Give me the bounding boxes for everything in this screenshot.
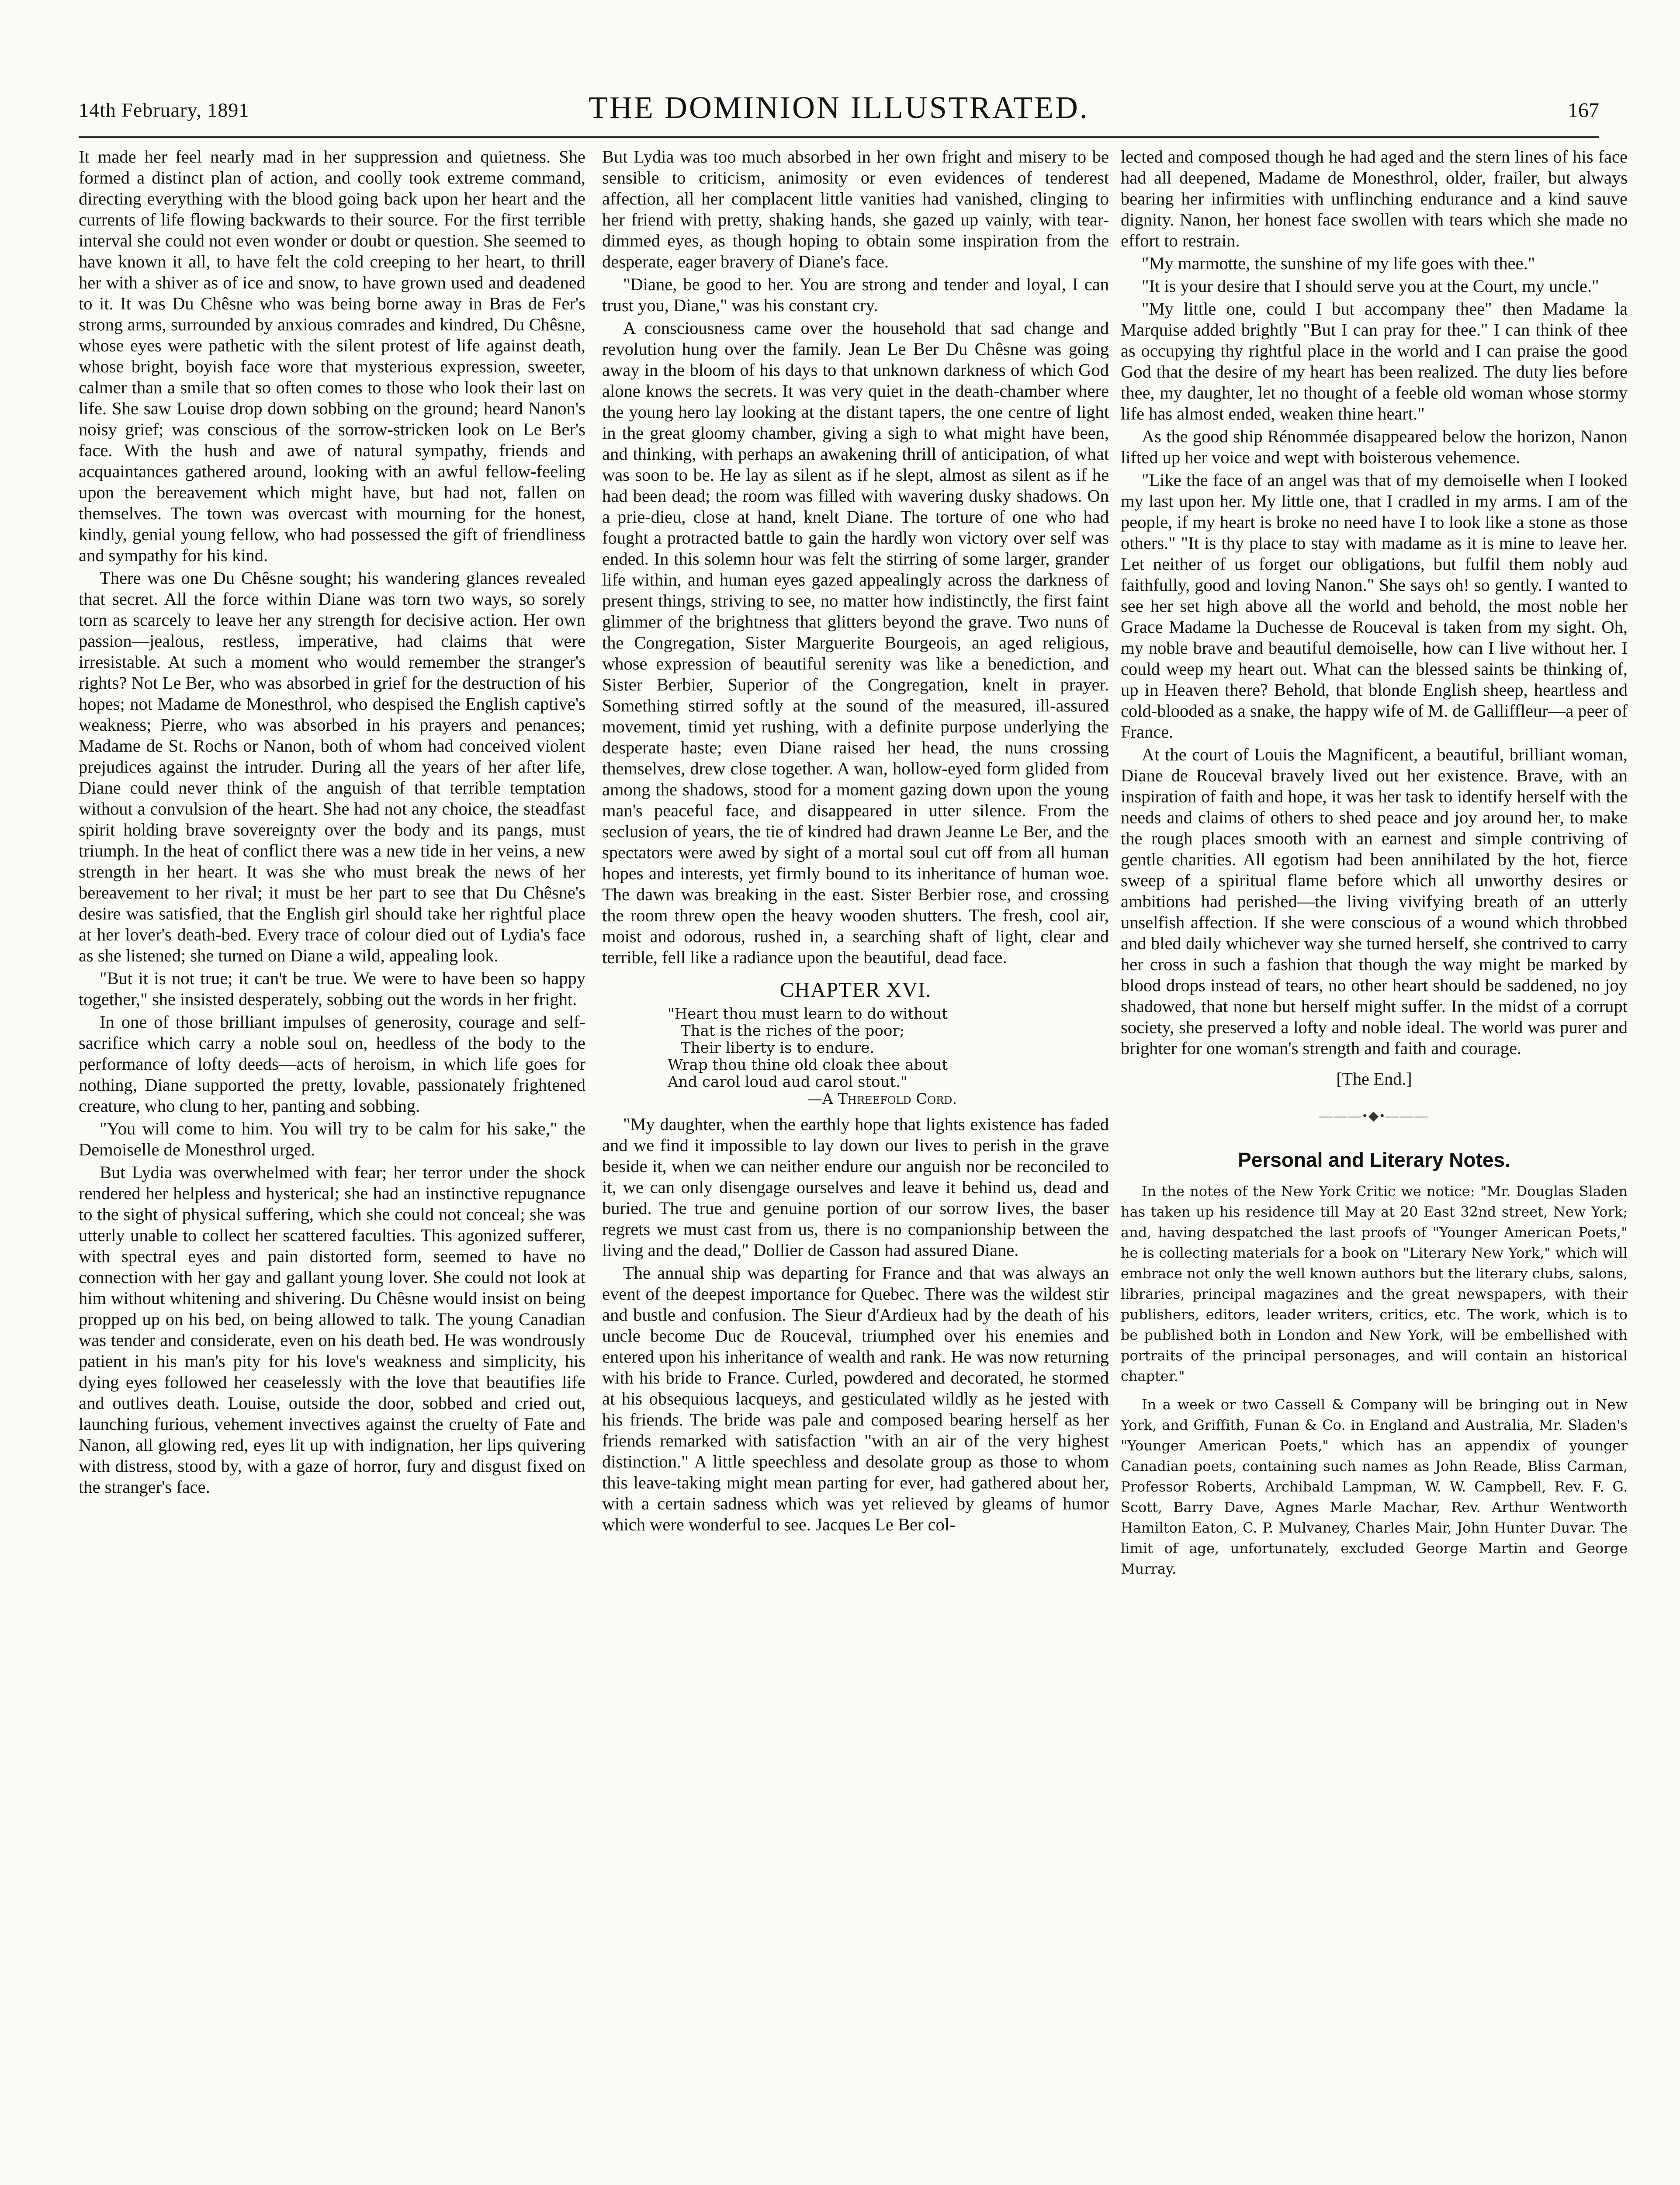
paragraph: At the court of Louis the Magnificent, a beautiful, brilliant woman, Diane de Rouceval bravely lived out her existence. Brave, with an inspiration of faith and hope, it was her task to identify herself with the needs and claims of others to shed peace and joy around her, to make the rough places smooth with an earnest and simple contriving of gentle charities. All egotism had been annihilated by the hot, fierce sweep of a spiritual flame before which all unworthy desires or ambitions had perished—the living vivifying breath of an utterly unselfish affection. If she were conscious of a wound which throbbed and bled daily whichever way she turned herself, she contrived to carry her cross in such a fashion that though the way might be marked by blood drops instead of tears, no other heart should be saddened, no joy shadowed, that none but herself might suffer. In the midst of a corrupt society, she preserved a lofty and noble ideal. The world was purer and brighter for one woman's strength and faith and courage.	[1121, 745, 1628, 1058]
epigraph	[668, 1006, 1109, 1108]
paragraph: lected and composed though he had aged and the stern lines of his face had all deepened, Madame de Monesthrol, older, frailer, but always bearing her infirmities with unflinching endurance and a kind sauve dignity. Nanon, her honest face swollen with tears which she made no effort to restrain.	[1121, 147, 1628, 250]
paragraph: But Lydia was overwhelmed with fear; her terror under the shock rendered her helpless and hysterical; she had an instinctive repugnance to the sight of physical suffering, which she could not conceal; she was utterly unable to collect her scattered faculties. This agonized sufferer, with spectral eyes and pain distorted form, seemed to have no connection with her gay and gallant young lover. She could not look at him without whitening and shivering. Du Chêsne would insist on being propped up on his bed, on being allowed to talk. The young Canadian was tender and considerate, even on his death bed. He was wondrously patient in his man's pity for his love's weakness and simplicity, his dying eyes followed her ceaselessly with the love that beautifies life and outlives death. Louise, outside the door, sobbed and cried out, launching furious, vehement invectives against the cruelty of Fate and Nanon, all glowing red, eyes lit up with indignation, her lips quivering with distress, stood by, with a gaze of horror, fury and disgust fixed on the stranger's face.	[79, 1162, 585, 1497]
column-left	[79, 146, 585, 2185]
masthead: THE DOMINION ILLUSTRATED.	[589, 90, 1089, 125]
epigraph-line: "Heart thou must learn to do without	[668, 1005, 948, 1023]
notes-heading: Personal and Literary Notes.	[1238, 1148, 1510, 1171]
paragraph: The annual ship was departing for France and that was always an event of the deepest importance for Quebec. There was the wildest stir and bustle and confusion. The Sieur d'Ardieux had by the death of his uncle become Duc de Rouceval, triumphed over his enemies and entered upon his inheritance of wealth and rank. He was now returning with his bride to France. Curled, powdered and decorated, he stormed at his obsequious lacqueys, and gesticulated wildly as he jested with his friends. The bride was pale and composed bearing herself as her friends remarked with satisfaction "with an air of the very highest distinction." A little speechless and desolate group as those to whom this leave-taking might mean parting for ever, had gathered about her, with a certain sadness which was yet relieved by gleams of humor which were wonderful to see. Jacques Le Ber col-	[602, 1263, 1109, 1534]
epigraph-line: And carol loud aud carol stout."	[668, 1073, 908, 1091]
paragraph: But Lydia was too much absorbed in her own fright and misery to be sensible to criticism, animosity or even evidences of tenderest affection, all her complacent little vanities had vanished, clinging to her friend with pretty, shaking hands, she gazed up vainly, with tear-dimmed eyes, as though hoping to obtain some inspiration from the desperate, eager bravery of Diane's face.	[602, 147, 1109, 271]
page-number: 167	[1568, 99, 1599, 122]
paragraph: "It is your desire that I should serve you at the Court, my uncle."	[1142, 276, 1599, 296]
paragraph: There was one Du Chêsne sought; his wandering glances revealed that secret. All the force within Diane was torn two ways, so sorely torn as scarcely to leave her any strength for decisive action. Her own passion—jealous, restless, imperative, had claims that were irresistable. At such a moment who would remember the stranger's rights? Not Le Ber, who was absorbed in grief for the destruction of his hopes; not Madame de Monesthrol, who despised the English captive's weakness; Pierre, who was absorbed in his prayers and penances; Madame de St. Rochs or Nanon, both of whom had conceived violent prejudices against the intruder. During all the years of her after life, Diane could never think of the anguish of that terrible temptation without a convulsion of the heart. She had not any choice, the steadfast spirit holding brave sovereignty over the body and its pangs, must triumph. In the heat of conflict there was a new tide in her veins, a new strength in her heart. It was she who must break the news of her bereavement to her rival; it must be her part to see that Du Chêsne's desire was satisfied, that the English girl should take her rightful place at her lover's death-bed. Every trace of colour died out of Lydia's face as she listened; she turned on Diane a wild, appealing look.	[79, 568, 585, 965]
issue-date: 14th February, 1891	[79, 99, 249, 121]
paragraph: "My little one, could I but accompany thee" then Madame la Marquise added brightly "But I can pray for thee." I can think of thee as occupying thy rightful place in the world and I can praise the good God that the desire of my heart has been realized. The duty lies before thee, my daughter, let no thought of a feeble old woman whose stormy life has almost ended, weaken thine heart."	[1121, 299, 1628, 423]
chapter-title: CHAPTER XVI.	[779, 978, 932, 1002]
paragraph: As the good ship Rénommée disappeared below the horizon, Nanon lifted up her voice and wept with boisterous vehemence.	[1121, 427, 1628, 467]
epigraph-line: That is the riches of the poor;	[681, 1022, 905, 1040]
paragraph: "My daughter, when the earthly hope that lights existence has faded and we find it impossible to lay down our lives to perish in the grave beside it, when we can neither endure our anguish nor be reconciled to it, we can only disengage ourselves and leave it behind us, dead and buried. The true and genuine portion of our sorrow lives, the baser regrets we must cast from us, there is no companionship between the living and the dead," Dollier de Casson had assured Diane.	[602, 1114, 1109, 1260]
paragraph: "Like the face of an angel was that of my demoiselle when I looked my last upon her. My little one, that I cradled in my arms. I am of the people, if my heart is broke no need have I to look like a stone as those others." "It is thy place to stay with madame as it is mine to leave her. Let neither of us forget our obligations, but fulfil them nobly aud faithfully, good and loving Nanon." She says oh! so gently. I wanted to see her set high above all the world and behold, the most noble her Grace Madame la Duchesse de Rouceval is taken from my sight. Oh, my noble brave and beautiful demoiselle, how can I live without her. I could weep my heart out. What can the blessed saints be thinking of, up in Heaven there? Behold, that blonde English sheep, heartless and cold-blooded as a snake, the happy wife of M. de Galliffleur—a peer of France.	[1121, 470, 1628, 742]
paragraph: A consciousness came over the household that sad change and revolution hung over the family. Jean Le Ber Du Chêsne was going away in the bloom of his days to that unknown darkness of which God alone knows the secrets. It was very quiet in the death-chamber where the young hero lay looking at the distant tapers, the one centre of light in the great gloomy chamber, giving a sigh to what might have been, and thinking, with perhaps an awakening thrill of anticipation, of what was soon to be. He lay as silent as if he slept, almost as silent as if he had been dead; the room was filled with wavering dusky shadows. On a prie-dieu, close at hand, knelt Diane. The torture of one who had fought a protracted battle to gain the hardly won victory over self was ended. In this solemn hour was felt the stirring of some larger, grander life within, and human eyes gazed appealingly across the darkness of present things, striving to see, no matter how indistinctly, the first faint glimmer of the brightness that glitters beyond the grave. Two nuns of the Congregation, Sister Marguerite Bourgeois, an aged religious, whose expression of beautiful serenity was like a benediction, and Sister Berbier, Superior of the Congregation, knelt in prayer. Something stirred softly at the sound of the measured, ill-assured movement, timid yet rushing, with a definite purpose underlying the desperate haste; even Diane raised her head, the nuns crossing themselves, drew close together. A wan, hollow-eyed form glided from among the shadows, stood for a moment gazing down upon the young man's peaceful face, and disappeared in utter silence. From the seclusion of years, the tie of kindred had drawn Jeanne Le Ber, and the spectators were awed by sight of a mortal soul cut off from all human hopes and interests, yet firmly bound to its inheritance of human woe. The dawn was breaking in the east. Sister Berbier rose, and crossing the room threw open the heavy wooden shutters. The fresh, cool air, moist and odorous, rushed in, a searching shaft of light, clear and terrible, fell like a radiance upon the beautiful, dead face.	[602, 318, 1109, 967]
header-rule	[79, 136, 1599, 138]
note-paragraph: In a week or two Cassell & Company will be bringing out in New York, and Griffith, Funan & Co. in England and Australia, Mr. Sladen's "Younger American Poets," which has an appendix of younger Canadian poets, containing such names as John Reade, Bliss Carman, Professor Roberts, Archibald Lampman, W. W. Campbell, Rev. F. G. Scott, Barry Dave, Agnes Marle Machar, Rev. Arthur Wentworth Hamilton Eaton, C. P. Mulvaney, Charles Mair, John Hunter Duvar. The limit of age, unfortunately, excluded George Martin and George Murray.	[1121, 1396, 1628, 1577]
paragraph: It made her feel nearly mad in her suppression and quietness. She formed a distinct plan of action, and coolly took extreme command, directing everything with the blood going back upon her heart and the currents of life flowing backwards to their source. For the first terrible interval she could not even wonder or doubt or question. She seemed to have known it all, to have felt the cold creeping to her heart, to thrill her with a shiver as of ice and snow, to have grown used and deadened to it. It was Du Chêsne who was being borne away in Bras de Fer's strong arms, surrounded by anxious comrades and kindred, Du Chêsne, whose eyes were pathetic with the silent protest of life against death, whose bright, boyish face wore that mysterious expression, sweeter, calmer than a smile that so often comes to those who look their last on life. She saw Louise drop down sobbing on the ground; heard Nanon's noisy grief; was conscious of the sorrow-stricken look on Le Ber's face. With the hush and awe of natural sympathy, friends and acquaintances gathered around, looking with an awful fellow-feeling upon the bereavement which might have, but had not, fallen on themselves. The town was overcast with mourning for the honest, kindly, genial young fellow, who had possessed the gift of friendliness and sympathy for his kind.	[79, 147, 585, 565]
column-right	[1121, 146, 1628, 2185]
page-header	[79, 90, 1599, 133]
paragraph: "But it is not true; it can't be true. We were to have been so happy together," she insisted desperately, sobbing out the words in her fright.	[79, 968, 585, 1009]
section-divider: ———•◆•———	[1319, 1109, 1429, 1123]
column-middle	[602, 146, 1109, 2185]
paragraph: In one of those brilliant impulses of generosity, courage and self-sacrifice which carry a noble soul on, heedless of the body to the performance of lofty deeds—acts of heroism, in which life goes for nothing, Diane supported the pretty, lovable, passionately frightened creature, who clung to her, panting and sobbing.	[79, 1012, 585, 1116]
paragraph: "Diane, be good to her. You are strong and tender and loyal, I can trust you, Diane," was his constant cry.	[602, 274, 1109, 315]
the-end-marker: [The End.]	[1336, 1069, 1412, 1089]
epigraph-line: Their liberty is to endure.	[681, 1039, 875, 1057]
epigraph-source: —A Threefold Cord.	[807, 1090, 957, 1108]
paragraph: "My marmotte, the sunshine of my life goes with thee."	[1142, 253, 1535, 273]
epigraph-line: Wrap thou thine old cloak thee about	[668, 1056, 948, 1074]
note-paragraph: In the notes of the New York Critic we notice: "Mr. Douglas Sladen has taken up his residence till May at 20 East 32nd street, New York; and, having despatched the last proofs of "Younger American Poets," he is collecting materials for a book on "Literary New York," which will embrace not only the well known authors but the literary clubs, salons, libraries, principal magazines and the great newspapers, with their publishers, editors, leader writers, critics, etc. The work, which is to be published both in London and New York, will be embellished with portraits of the principal personages, and will contain an historical chapter."	[1121, 1183, 1628, 1384]
paragraph: "You will come to him. You will try to be calm for his sake," the Demoiselle de Monesthrol urged.	[79, 1119, 585, 1159]
